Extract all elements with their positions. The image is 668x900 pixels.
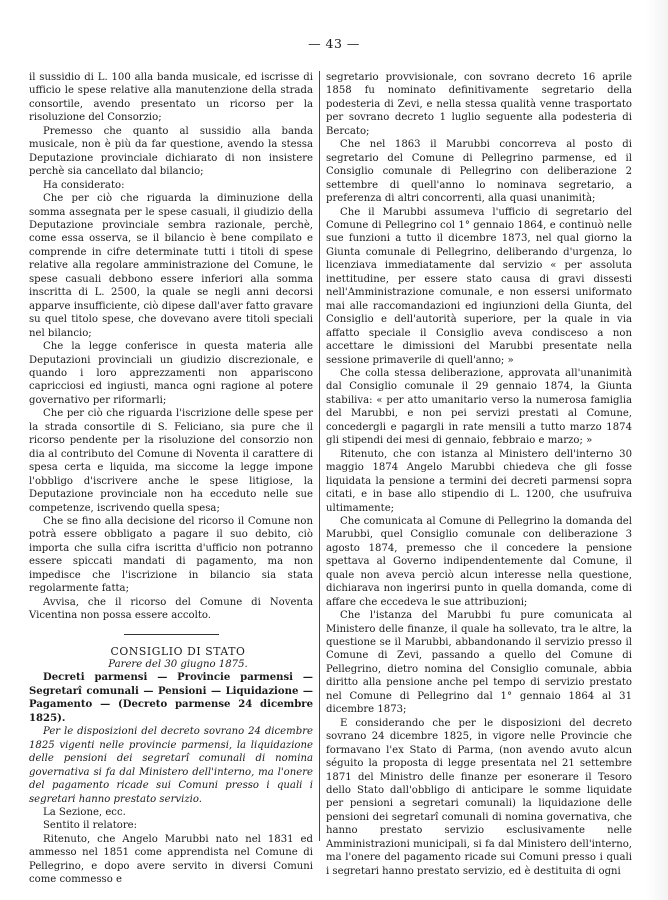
right-column-text: [326, 71, 632, 878]
left-column-top-text: [29, 71, 313, 623]
left-column-bottom-text: [29, 806, 313, 887]
paragraph: Ha considerato:: [43, 179, 125, 191]
paragraph: Ritenuto, che con istanza al Ministero dell'interno 30 maggio 1874 Angelo Marubbi chiedeva che gli fosse liquidata la pensione a termini dei decreti parmensi sopra citati, e in base allo stipendio di L. 1200, che usufruiva ultimamente;: [326, 448, 632, 514]
paragraph: il sussidio di L. 100 alla banda musicale, ed iscrisse di ufficio le spese relative alla manutenzione della strada consortile, avendo presentato un ricorso per la risoluzione del Consorzio;: [29, 72, 313, 124]
massima: Per le disposizioni del decreto sovrano 24 dicembre 1825 vigenti nelle provincie parmensi, la liquidazione delle pensioni dei segretarî comunali di nomina governativa si fa dal Ministero dell'interno, ma l'onere del pagamento ricade sui Comuni presso i quali i segretari hanno prestato servizio.: [29, 726, 313, 805]
right-column: [326, 71, 632, 878]
paragraph: La Sezione, ecc.: [43, 807, 126, 819]
left-column: [29, 71, 313, 887]
paragraph: Che colla stessa deliberazione, approvata all'unanimità dal Consiglio comunale il 29 gennaio 1874, la Giunta stabiliva: « per atto umanitario verso la numerosa famiglia del Marubbi, e non pei servizi prestati al Comune, concedergli e pagargli in rate mensili a tutto marzo 1874 gli stipendi dei mesi di gennaio, febbraio e marzo; »: [326, 367, 632, 447]
paragraph: Che se fino alla decisione del ricorso il Comune non potrà essere obbligato a pagare il suo debito, ciò importa che sulla cifra iscritta d'ufficio non potranno essere spiccati mandati di pagamento, ma non impedisce che l'iscrizione in bilancio sia stata regolarmente fatta;: [29, 515, 313, 595]
paragraph: Che l'istanza del Marubbi fu pure comunicata al Ministero delle finanze, il quale ha sollevato, tra le altre, la questione se il Marubbi, abbandonando il servizio presso il Comune di Zevi, passando a quello del Comune di Pellegrino, dietro nomina del Consiglio comunale, abbia diritto alla pensione anche pel tempo di servizio prestato nel Comune di Pellegrino dal 1° gennaio 1864 al 31 dicembre 1873;: [326, 610, 632, 716]
scan-edge: [646, 0, 668, 900]
paragraph: Che il Marubbi assumeva l'ufficio di segretario del Comune di Pellegrino col 1° gennaio 1864, e continuò nelle sue funzioni a tutto il dicembre 1873, nel qual giorno la Giunta comunale di Pellegrino, deliberando d'urgenza, lo licenziava immediatamente dal servizio « per assoluta inettitudine, per essere stato causa di gravi dissesti nell'Amministrazione comunale, e non essersi uniformato mai alle raccomandazioni ed ingiunzioni della Giunta, del Consiglio e dell'autorità superiore, per la quale in via affatto speciale il Consiglio aveva condisceso a non accettare le dimissioni del Marubbi presentate nella sessione primaverile di quell'anno; »: [326, 206, 632, 366]
paragraph: Che la legge conferisce in questa materia alle Deputazioni provinciali un giudizio discrezionale, e quando i loro apprezzamenti non appariscono capricciosi ed ingiusti, manca ogni ragione al potere governativo per riformarli;: [29, 341, 313, 406]
paragraph: Avvisa, che il ricorso del Comune di Noventa Vicentina non possa essere accolto.: [29, 596, 313, 622]
section-separator: [124, 634, 219, 635]
paragraph: Sentito il relatore:: [43, 820, 138, 832]
page-number: — 43 —: [308, 36, 360, 51]
paragraph: E considerando che per le disposizioni del decreto sovrano 24 dicembre 1825, in vigore nelle Provincie che formavano l'ex Stato di Parma, (non avendo avuto alcun séguito la proposta di legge presentata nel 21 settembre 1871 del Ministro delle finanze per esonerare il Tesoro dello Stato dall'obbligo di anticipare le somme liquidate per pensioni a segretari comunali) la liquidazione delle pensioni dei segretarî comunali di nomina governativa, che hanno prestato servizio esclusivamente nelle Amministrazioni municipali, si fa dal Ministero dell'interno, ma l'onere del pagamento ricade sui Comuni presso i quali i segretari hanno prestato servizio, ed è destituita di ogni: [326, 717, 632, 877]
paragraph: Che per ciò che riguarda l'iscrizione delle spese per la strada consortile di S. Feliciano, sia pure che il ricorso pendente per la risoluzione del consorzio non dia al contributo del Comune di Noventa il carattere di spesa certa e liquida, ma siccome la legge impone l'obbligo d'iscrivere anche le spese litigiose, la Deputazione provinciale non ha ecceduto nelle sue competenze, iscrivendo quella spesa;: [29, 408, 313, 514]
column-divider: [319, 71, 320, 841]
section-title: CONSIGLIO DI STATO: [110, 644, 246, 658]
headnote: Decreti parmensi — Provincie parmensi — Segretarî comunali — Pensioni — Liquidazione — Pagamento — (Decreto parmense 24 dicembre 1825).: [29, 672, 313, 724]
paragraph: Che nel 1863 il Marubbi concorreva al posto di segretario del Comune di Pellegrino parmense, ed il Consiglio comunale di Pellegrino con deliberazione 2 settembre di quell'anno lo nominava segretario, a preferenza di altri concorrenti, alla quasi unanimità;: [326, 139, 632, 205]
paragraph: Ritenuto, che Angelo Marubbi nato nel 1831 ed ammesso nel 1851 come apprendista nel Comune di Pellegrino, e dopo avere servito in diversi Comuni come commesso e: [29, 833, 313, 886]
paragraph: Che comunicata al Comune di Pellegrino la domanda del Marubbi, quel Consiglio comunale con deliberazione 3 agosto 1874, premesso che il concedere la pensione spettava al Governo indipendentemente dal Comune, il quale non aveva perciò alcun interesse nella questione, dichiarava non ingerirsi punto in quella domanda, come di affare che eccedeva le sue attribuzioni;: [326, 515, 632, 608]
parere-date: Parere del 30 giugno 1875.: [108, 659, 248, 671]
paragraph: segretario provvisionale, con sovrano decreto 16 aprile 1858 fu nominato definitivamente segretario della podesteria di Zevi, e nella stessa qualità venne trasportato per sovrano decreto 1 luglio seguente alla podesteria di Bercato;: [326, 72, 632, 137]
paragraph: Premesso che quanto al sussidio alla banda musicale, non è più da far questione, avendo la stessa Deputazione provinciale dichiarato di non insistere perchè sia cancellato dal bilancio;: [29, 125, 313, 178]
paragraph: Che per ciò che riguarda la diminuzione della somma assegnata per le spese casuali, il giudizio della Deputazione provinciale sembra razionale, perchè, come essa osserva, se il bilancio è bene compilato e comprende in cifre determinate tutti i titoli di spese relative alla regolare amministrazione del Comune, le spese casuali debbono essere inferiori alla somma inscritta di L. 2500, la quale se negli anni decorsi apparve insufficiente, ciò dipese dall'aver fatto gravare su quel titolo spese, che dovevano avere titoli speciali nel bilancio;: [29, 193, 313, 339]
